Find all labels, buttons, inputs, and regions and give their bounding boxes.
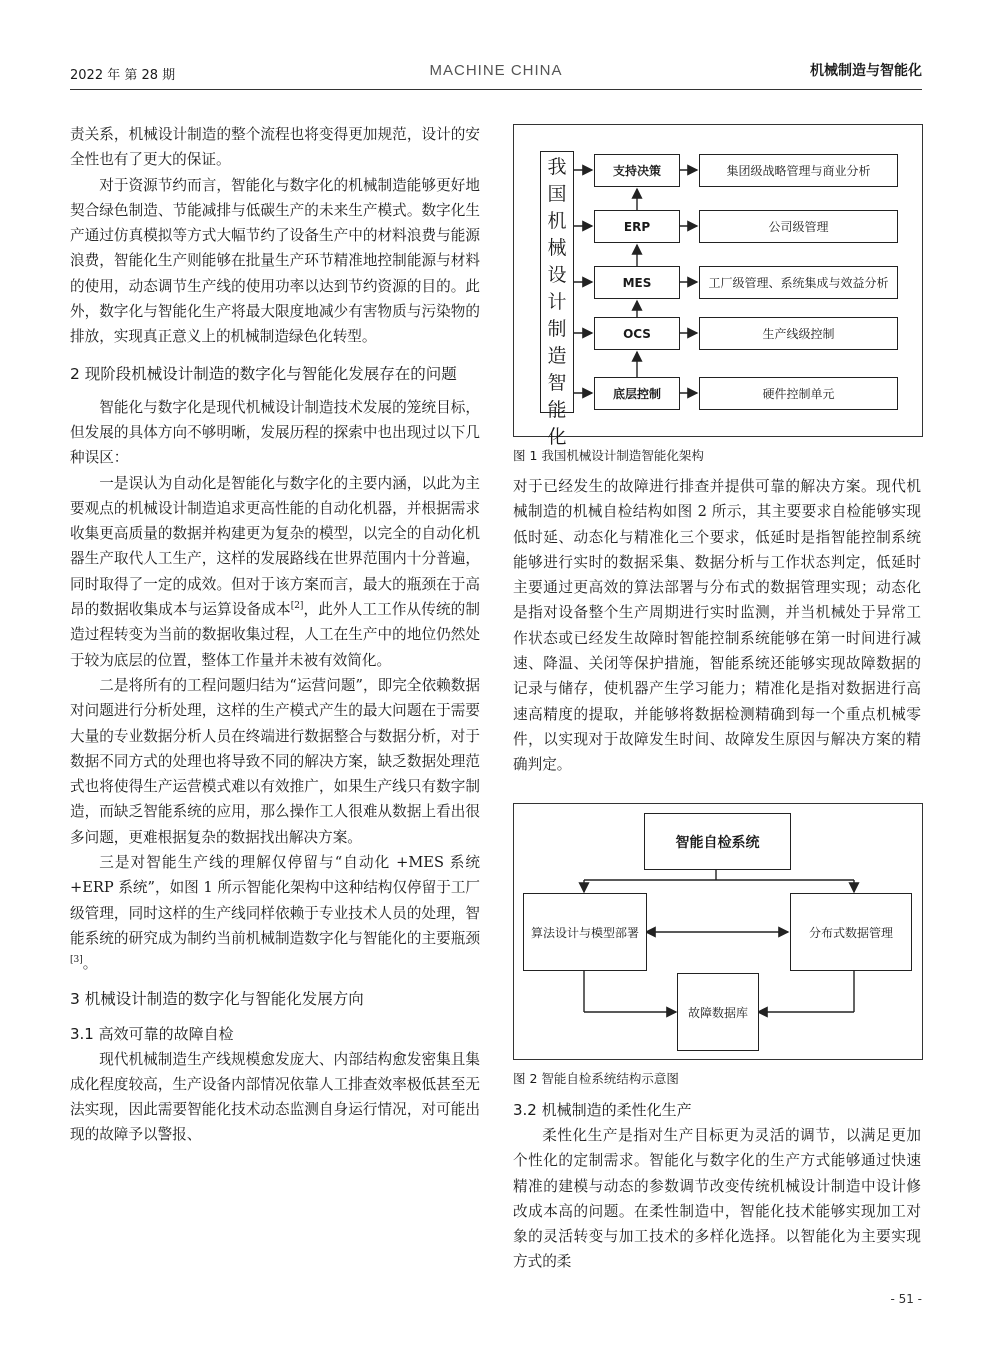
- figure2-algorithm: 算法设计与模型部署: [523, 893, 647, 971]
- figure1-level-erp: ERP: [594, 210, 680, 243]
- paragraph: 对于资源节约而言，智能化与数字化的机械制造能够更好地契合绿色制造、节能减排与低碳生产的未来生产模式。数字化生产通过仿真模拟等方式大幅节约了设备生产中的材料浪费与能源浪费，智能化生产则能够在批量生产环节精准地控制能源与材料的使用，动态调节生产线的使用功率以达到节约资源的目的。此外，数字化与智能化生产将最大限度地减少有害物质与污染物的排放，实现真正意义上的机械制造绿色化转型。: [70, 176, 480, 346]
- section-heading: 3 机械设计制造的数字化与智能化发展方向: [70, 989, 364, 1008]
- figure1-desc-company: 公司级管理: [699, 210, 898, 243]
- figure1-desc-factory: 工厂级管理、系统集成与效益分析: [699, 266, 898, 299]
- figure1-desc-line: 生产线级控制: [699, 317, 898, 350]
- figure2-caption: 图 2 智能自检系统结构示意图: [513, 1071, 679, 1086]
- figure1-level-mes: MES: [594, 266, 680, 299]
- paragraph: 三是对智能生产线的理解仅停留与“自动化 +MES 系统 +ERP 系统”，如图 1 所示智能化架构中这种结构仅停留于工厂级管理，同时这样的生产线同样依赖于专业技术人员的处理，智能系统的研究成为制约当前机械制造数字化与智能化的主要瓶颈[3]。: [70, 854, 481, 973]
- figure1-desc-group: 集团级战略管理与商业分析: [699, 154, 898, 187]
- figure1-level-base-control: 底层控制: [594, 377, 680, 410]
- section-label: 机械制造与智能化: [810, 63, 922, 79]
- subsection-heading: 3.1 高效可靠的故障自检: [70, 1024, 234, 1043]
- figure1-level-decision: 支持决策: [594, 154, 680, 187]
- figure1-level-ocs: OCS: [594, 317, 680, 350]
- paragraph: 现代机械制造生产线规模愈发庞大、内部结构愈发密集且集成化程度较高，生产设备内部情况依靠人工排查效率极低甚至无法实现，因此需要智能化技术动态监测自身运行情况，对可能出现的故障予以警报、: [70, 1050, 480, 1144]
- figure2-distributed-data: 分布式数据管理: [790, 893, 912, 971]
- issue-label: 2022 年 第 28 期: [70, 68, 176, 83]
- citation[interactable]: [3]: [70, 955, 83, 966]
- section-heading: 2 现阶段机械设计制造的数字化与智能化发展存在的问题: [70, 364, 457, 383]
- paragraph: 二是将所有的工程问题归结为“运营问题”，即完全依赖数据对问题进行分析处理，这样的生产模式产生的最大问题在于需要大量的专业数据分析人员在终端进行数据整合与数据分析，对于数据不同方式的处理也将导致不同的解决方案，缺乏数据处理范式也将使得生产运营模式难以有效推广，如果生产线只有数字制造，而缺乏智能系统的应用，那么操作工人很难从数据上看出很多问题，更难根据复杂的数据找出解决方案。: [70, 676, 480, 846]
- header-rule: [70, 89, 922, 90]
- right-column-top: [513, 474, 921, 778]
- page-number: - 51 -: [890, 1292, 922, 1306]
- right-column-bottom: [513, 1098, 921, 1275]
- citation[interactable]: [2]: [290, 601, 304, 612]
- paragraph: 柔性化生产是指对生产目标更为灵活的调节，以满足更加个性化的定制需求。智能化与数字化的生产方式能够通过快速精准的建模与动态的参数调节改变传统机械设计制造中设计修改成本高的问题。在柔性制造中，智能化技术能够实现加工对象的灵活转变与加工技术的多样化选择。以智能化为主要实现方式的柔: [513, 1127, 921, 1271]
- left-column: [70, 122, 480, 1148]
- page-header: [70, 58, 922, 88]
- figure2-top-system: 智能自检系统: [644, 813, 791, 870]
- subsection-heading: 3.2 机械制造的柔性化生产: [513, 1101, 692, 1119]
- paragraph: 责关系，机械设计制造的整个流程也将变得更加规范，设计的安全性也有了更大的保证。: [70, 126, 480, 169]
- paragraph: 一是误认为自动化是智能化与数字化的主要内涵，以此为主要观点的机械设计制造追求更高性能的自动化机器，并根据需求收集更高质量的数据并构建更为复杂的模型，以完全的自动化机器生产取代人工生产，这样的发展路线在世界范围内十分普遍，同时取得了一定的成效。但对于该方案而言，最大的瓶颈在于高昂的数据收集成本与运算设备成本[2]，此外人工工作从传统的制造过程转变为当前的数据收集过程，人工在生产中的地位仍然处于较为底层的位置，整体工作量并未被有效简化。: [70, 474, 480, 669]
- figure-1: [513, 124, 923, 448]
- paragraph: 对于已经发生的故障进行排查并提供可靠的解决方案。现代机械制造的机械自检结构如图 2 所示，其主要要求自检能够实现低时延、动态化与精准化三个要求，低延时是指智能控制系统能够进行实时的数据采集、数据分析与工作状态判定，低延时主要通过更高效的算法部署与分布式的数据管理实现；动态化是指对设备整个生产周期进行实时监测，并当机械处于异常工作状态或已经发生故障时智能控制系统能够在第一时间进行减速、降温、关闭等保护措施，智能系统还能够实现故障数据的记录与储存，使机器产生学习能力；精准化是指对数据进行高速高精度的提取，并能够将数据检测精确到每一个重点机械零件，以实现对于故障发生时间、故障发生原因与解决方案的精确判定。: [513, 478, 921, 774]
- figure1-caption: 图 1 我国机械设计制造智能化架构: [513, 448, 704, 463]
- paragraph: 智能化与数字化是现代机械设计制造技术发展的笼统目标，但发展的具体方向不够明晰，发展历程的探索中也出现过以下几种误区：: [70, 398, 480, 467]
- figure1-vertical-label: 我 国 机 械 设 计 制 造 智 能 化: [540, 151, 574, 413]
- figure-2: [513, 803, 923, 1060]
- figure2-fault-database: 故障数据库: [677, 973, 759, 1051]
- figure1-desc-hardware: 硬件控制单元: [699, 377, 898, 410]
- journal-name: MACHINE CHINA: [429, 62, 563, 79]
